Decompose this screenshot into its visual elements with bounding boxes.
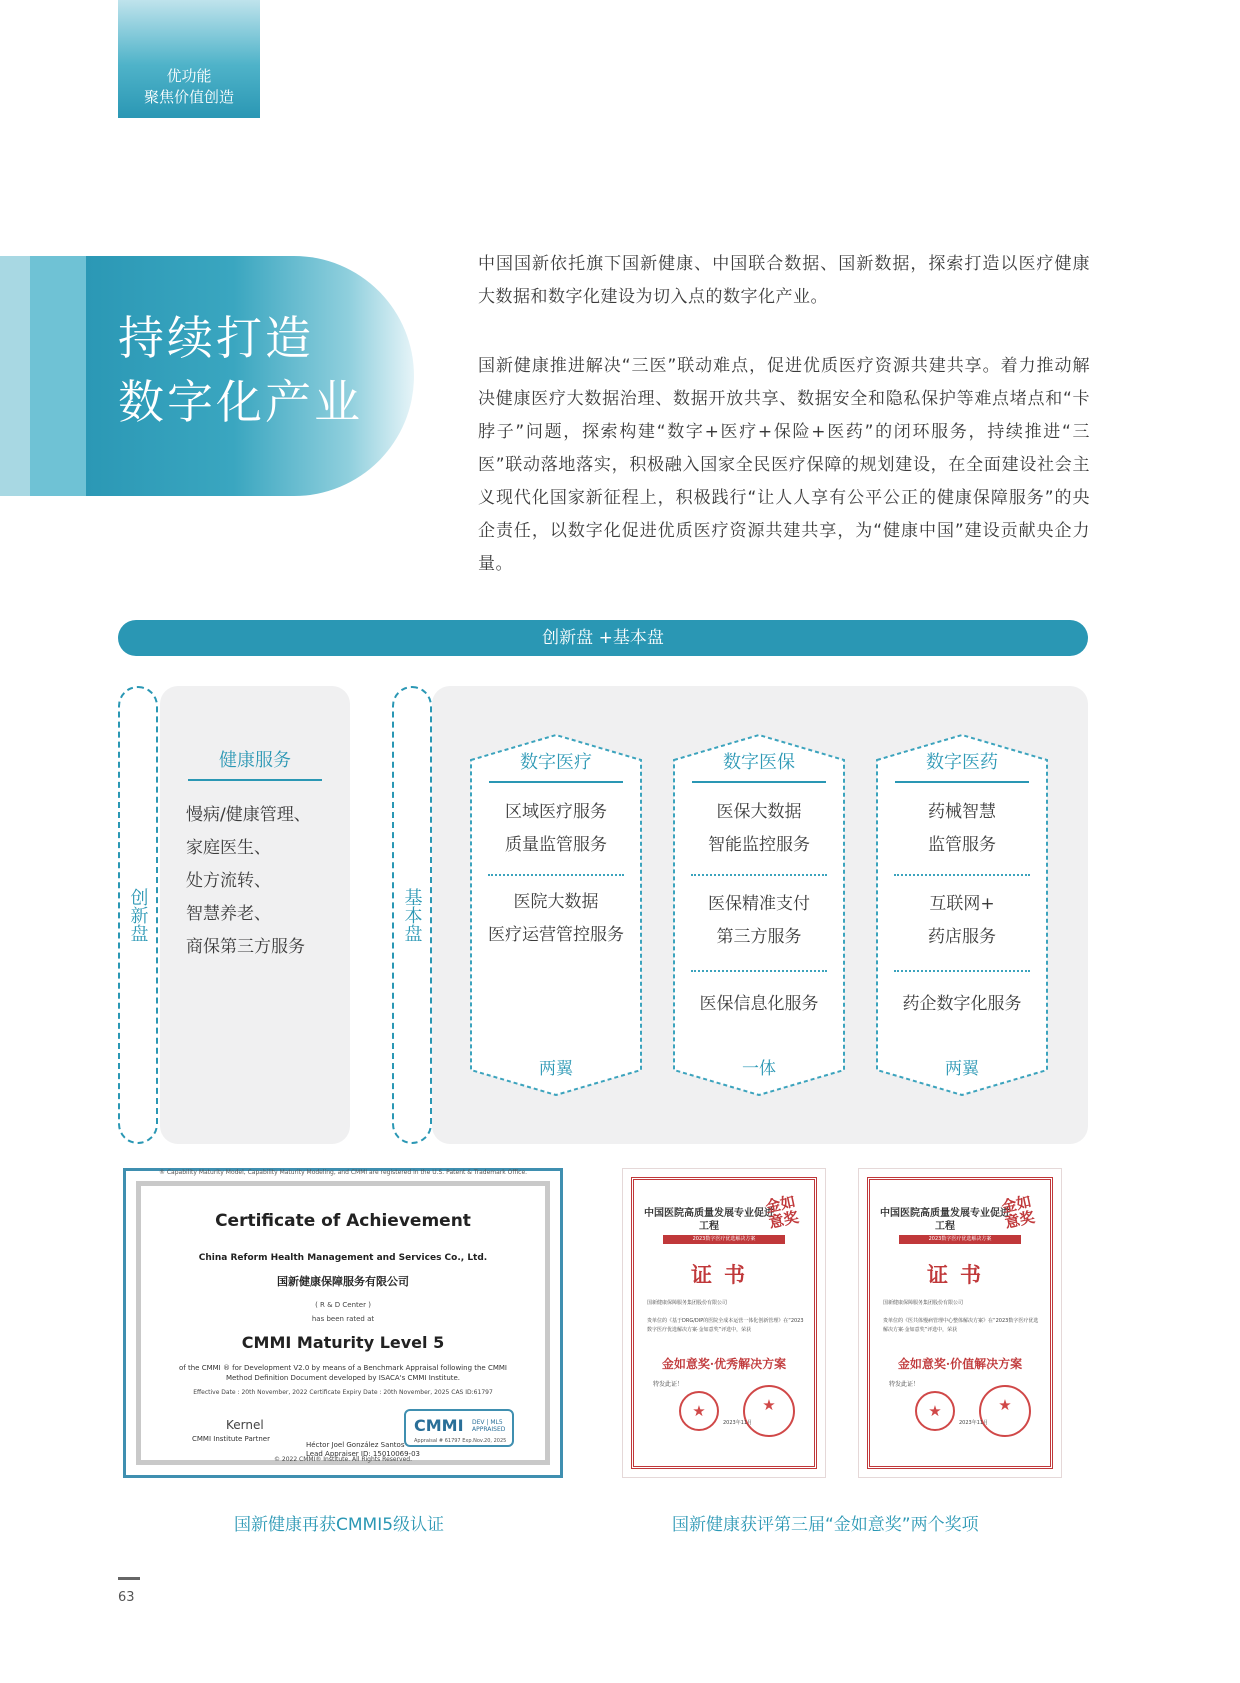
list-item: 医保精准支付 (708, 894, 810, 914)
list-item: 医疗运营管控服务 (488, 925, 624, 945)
list-item: 医保信息化服务 (699, 994, 819, 1014)
award-certificate-2: 中国医院高质量发展专业促进工程 2023数字医疗优选解决方案 金如意奖 证书 国新健康保障服务集团股份有限公司 贵单位的《医共体慢病管理中心整体解决方案》在“2023数字医疗优选解决方案·金如意奖”评选中，荣获 金如意奖·价值解决方案 特发此证！ ★ ★ 2023年11月 (858, 1168, 1062, 1478)
section-tag-line2: 聚焦价值创造 (143, 88, 234, 106)
certificate-title: Certificate of Achievement (215, 1211, 471, 1231)
health-services-list (160, 799, 350, 964)
list-item: 质量监管服务 (505, 835, 607, 855)
digital-pharma-card (876, 734, 1048, 1096)
digital-medical-card (470, 734, 642, 1096)
list-item: 智慧养老、 (186, 904, 271, 924)
health-services-title: 健康服务 (160, 746, 350, 781)
list-item: 药企数字化服务 (902, 994, 1022, 1014)
cmmi-badge: CMMI DEV | ML5 APPRAISED Appraisal # 61797 Exp.Nov.20, 2025 (404, 1409, 514, 1447)
intro-para-2: 国新健康推进解决“三医”联动难点，促进优质医疗资源共建共享。着力推动解决健康医疗大数据治理、数据开放共享、数据安全和隐私保护等难点堵点和“卡脖子”问题，探索构建“数字+医疗+保险+医药”的闭环服务，持续推进“三医”联动落地落实，积极融入国家全民医疗保障的规划建设，在全面建设社会主义现代化国家新征程上，积极践行“让人人享有公平公正的健康保障服务”的央企责任，以数字化促进优质医疗资源共建共享，为“健康中国”建设贡献央企力量。 (478, 356, 1090, 574)
basic-label: 基本盘 (392, 686, 432, 1144)
red-stamp-icon (979, 1385, 1031, 1437)
list-item: 慢病/健康管理、 (186, 805, 311, 825)
signature: Héctor Joel González Santos Lead Appraiser ID: 15010069-03 (306, 1441, 420, 1458)
intro-para-1: 中国国新依托旗下国新健康、中国联合数据、国新数据，探索打造以医疗健康大数据和数字化建设为切入点的数字化产业。 (478, 254, 1090, 307)
cmmi-certificate-image: ® Capability Maturity Model, Capability Maturity Modeling, and CMMI are registered in the U.S. Patent & Trademark Office. Certificate of Achievement China Reform Health Management and Services Co., Ltd. 国新健康保障服务有限公司 ( R & D Center ) has been rated at CMMI Maturity Level 5 of the CMMI ® for Development V2.0 by means of a Benchmark Appraisal following the CMMI Method Definition Document developed by ISACA's CMMI Institute. Effective Date : 20th November, 2022 Certificate Expiry Date : 20th November, 2025 CAS ID:61797 Kernel CMMI Institute Partner Héctor Joel González Santos Lead Appraiser ID: 15010069-03 CMMI DEV | ML5 APPRAISED Appraisal # 61797 Exp.Nov.20, 2025 © 2022 CMMI® Institute. All Rights Reserved. (123, 1168, 563, 1478)
digital-pharma-title: 数字医药 (876, 748, 1048, 783)
hero-title: 持续打造 数字化产业 (118, 311, 363, 429)
list-item: 医保大数据 (716, 802, 802, 822)
divider (691, 970, 827, 972)
cmmi-partner-logo: CMMI Institute Partner (192, 1435, 270, 1443)
page-number: 63 (118, 1590, 135, 1605)
page-number-rule (118, 1577, 140, 1580)
divider (488, 874, 624, 876)
diagram-header: 创新盘 +基本盘 (118, 620, 1088, 656)
card-footer: 两翼 (539, 1059, 573, 1079)
section-tag-line1: 优功能 (166, 67, 212, 85)
health-services (160, 686, 350, 964)
red-stamp-icon (915, 1391, 955, 1431)
hero-banner (0, 256, 414, 496)
list-item: 处方流转、 (186, 871, 271, 891)
caption-cmmi: 国新健康再获CMMI5级认证 (234, 1515, 445, 1535)
divider (691, 874, 827, 876)
list-item: 互联网+ (929, 894, 995, 914)
digital-insurance-card (673, 734, 845, 1096)
list-item: 药械智慧 (928, 802, 996, 822)
intro-text (478, 248, 1090, 581)
card-footer: 一体 (742, 1059, 776, 1079)
section-tag (118, 0, 260, 118)
digital-insurance-title: 数字医保 (673, 748, 845, 783)
award-seal: 金如意奖 (999, 1192, 1037, 1232)
caption-awards: 国新健康获评第三届“金如意奖”两个奖项 (672, 1515, 979, 1535)
red-stamp-icon (679, 1391, 719, 1431)
digital-medical-title: 数字医疗 (470, 748, 642, 783)
list-item: 智能监控服务 (708, 835, 810, 855)
award-certificate-1: 中国医院高质量发展专业促进工程 2023数字医疗优选解决方案 金如意奖 证书 国新健康保障服务集团股份有限公司 贵单位的《基于DRG/DIP的医院全成本运营一体化创新管理》在“2023数字医疗优选解决方案·金如意奖”评选中，荣获 金如意奖·优秀解决方案 特发此证！ ★ ★ 2023年11月 (622, 1168, 826, 1478)
card-footer: 两翼 (945, 1059, 979, 1079)
kernel-logo: Kernel (226, 1418, 264, 1432)
list-item: 家庭医生、 (186, 838, 271, 858)
innovation-label: 创新盘 (118, 686, 158, 1144)
list-item: 监管服务 (928, 835, 996, 855)
list-item: 医院大数据 (513, 892, 599, 912)
list-item: 药店服务 (928, 927, 996, 947)
divider (894, 874, 1030, 876)
red-stamp-icon (743, 1385, 795, 1437)
list-item: 第三方服务 (716, 927, 802, 947)
divider (894, 970, 1030, 972)
award-seal: 金如意奖 (763, 1192, 801, 1232)
list-item: 商保第三方服务 (186, 937, 305, 957)
list-item: 区域医疗服务 (505, 802, 607, 822)
cmmi-level: CMMI Maturity Level 5 (241, 1333, 445, 1352)
